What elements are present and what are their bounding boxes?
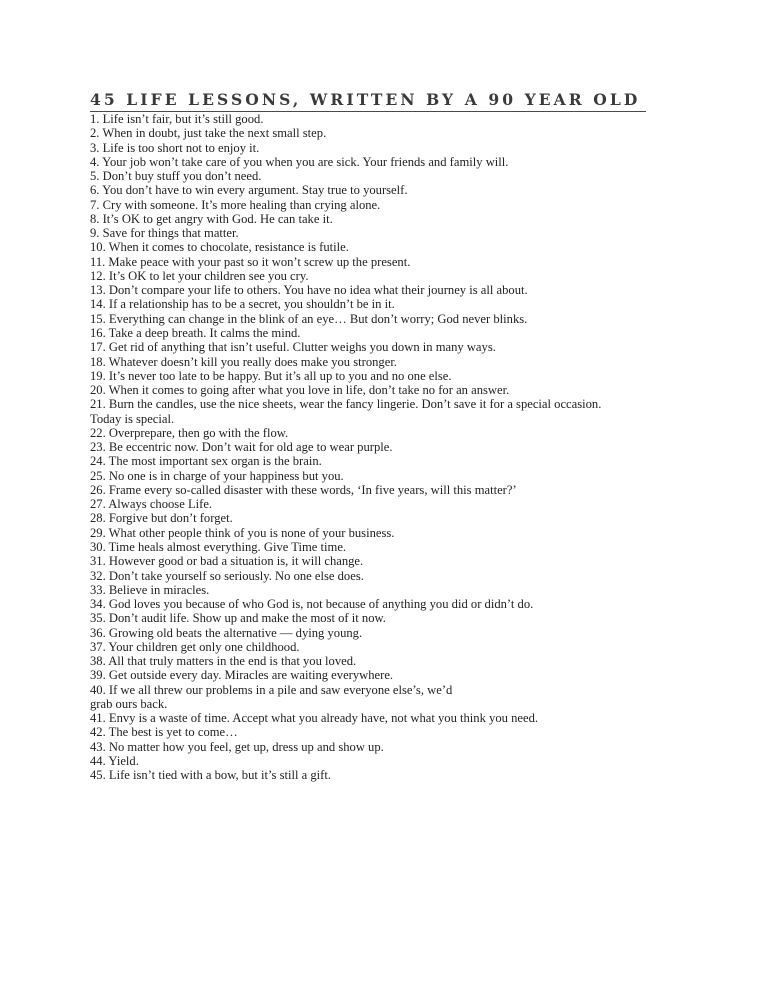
- lesson-item: 18. Whatever doesn’t kill you really does make you stronger.: [90, 354, 397, 369]
- lesson-item: 31. However good or bad a situation is, it will change.: [90, 554, 364, 569]
- page-title: 45 LIFE LESSONS, WRITTEN BY A 90 YEAR OLD: [90, 90, 646, 112]
- lesson-item: 36. Growing old beats the alternative — dying young.: [90, 625, 363, 640]
- lesson-item: 45. Life isn’t tied with a bow, but it’s still a gift.: [90, 768, 332, 783]
- lesson-item: 4. Your job won’t take care of you when you are sick. Your friends and family will.: [90, 154, 509, 169]
- lesson-item: 12. It’s OK to let your children see you cry.: [90, 268, 309, 283]
- lesson-item: 17. Get rid of anything that isn’t useful. Clutter weighs you down in many ways.: [90, 340, 496, 355]
- lessons-list: [90, 112, 650, 782]
- lesson-item: 3. Life is too short not to enjoy it.: [90, 140, 260, 155]
- lesson-item: 41. Envy is a waste of time. Accept what you already have, not what you think you need.: [90, 711, 539, 726]
- lesson-item: 16. Take a deep breath. It calms the mind.: [90, 325, 301, 340]
- lesson-item: 6. You don’t have to win every argument. Stay true to yourself.: [90, 183, 408, 198]
- lesson-item: 32. Don’t take yourself so seriously. No one else does.: [90, 568, 364, 583]
- lesson-item: 20. When it comes to going after what you love in life, don’t take no for an answer.: [90, 383, 510, 398]
- lesson-item: 30. Time heals almost everything. Give Time time.: [90, 539, 347, 554]
- lesson-item: 9. Save for things that matter.: [90, 226, 239, 241]
- lesson-item: 38. All that truly matters in the end is that you loved.: [90, 654, 357, 669]
- lesson-item: 10. When it comes to chocolate, resistance is futile.: [90, 240, 349, 255]
- lesson-item: 21. Burn the candles, use the nice sheets, wear the fancy lingerie. Don’t save it for a special occasion. Today is special.: [90, 397, 602, 426]
- lesson-item: 42. The best is yet to come…: [90, 725, 238, 740]
- lesson-item: 29. What other people think of you is none of your business.: [90, 525, 395, 540]
- lesson-item: 24. The most important sex organ is the brain.: [90, 454, 322, 469]
- lesson-item: 27. Always choose Life.: [90, 497, 213, 512]
- lesson-item: 11. Make peace with your past so it won’t screw up the present.: [90, 254, 411, 269]
- lesson-item: 26. Frame every so-called disaster with these words, ‘In five years, will this matter?’: [90, 482, 517, 497]
- lesson-item: 39. Get outside every day. Miracles are waiting everywhere.: [90, 668, 394, 683]
- document-page: [90, 90, 650, 782]
- lesson-item: 22. Overprepare, then go with the flow.: [90, 425, 289, 440]
- lesson-item: 15. Everything can change in the blink of an eye… But don’t worry; God never blinks.: [90, 311, 528, 326]
- lesson-item: 35. Don’t audit life. Show up and make the most of it now.: [90, 611, 386, 626]
- lesson-item: 40. If we all threw our problems in a pile and saw everyone else’s, we’d grab ours back.: [90, 682, 453, 711]
- lesson-item: 34. God loves you because of who God is, not because of anything you did or didn’t do.: [90, 597, 534, 612]
- lesson-item: 1. Life isn’t fair, but it’s still good.: [90, 112, 264, 126]
- lesson-item: 8. It’s OK to get angry with God. He can take it.: [90, 211, 333, 226]
- lesson-item: 23. Be eccentric now. Don’t wait for old age to wear purple.: [90, 440, 393, 455]
- lesson-item: 2. When in doubt, just take the next small step.: [90, 126, 327, 141]
- lesson-item: 7. Cry with someone. It’s more healing than crying alone.: [90, 197, 381, 212]
- lesson-item: 13. Don’t compare your life to others. You have no idea what their journey is all about.: [90, 283, 528, 298]
- lesson-item: 19. It’s never too late to be happy. But it’s all up to you and no one else.: [90, 368, 452, 383]
- lesson-item: 44. Yield.: [90, 753, 139, 768]
- lesson-item: 43. No matter how you feel, get up, dress up and show up.: [90, 739, 384, 754]
- lesson-item: 25. No one is in charge of your happiness but you.: [90, 468, 344, 483]
- lesson-item: 28. Forgive but don’t forget.: [90, 511, 233, 526]
- lesson-item: 33. Believe in miracles.: [90, 582, 210, 597]
- lesson-item: 14. If a relationship has to be a secret, you shouldn’t be in it.: [90, 297, 395, 312]
- lesson-item: 37. Your children get only one childhood.: [90, 639, 300, 654]
- lesson-item: 5. Don’t buy stuff you don’t need.: [90, 169, 262, 184]
